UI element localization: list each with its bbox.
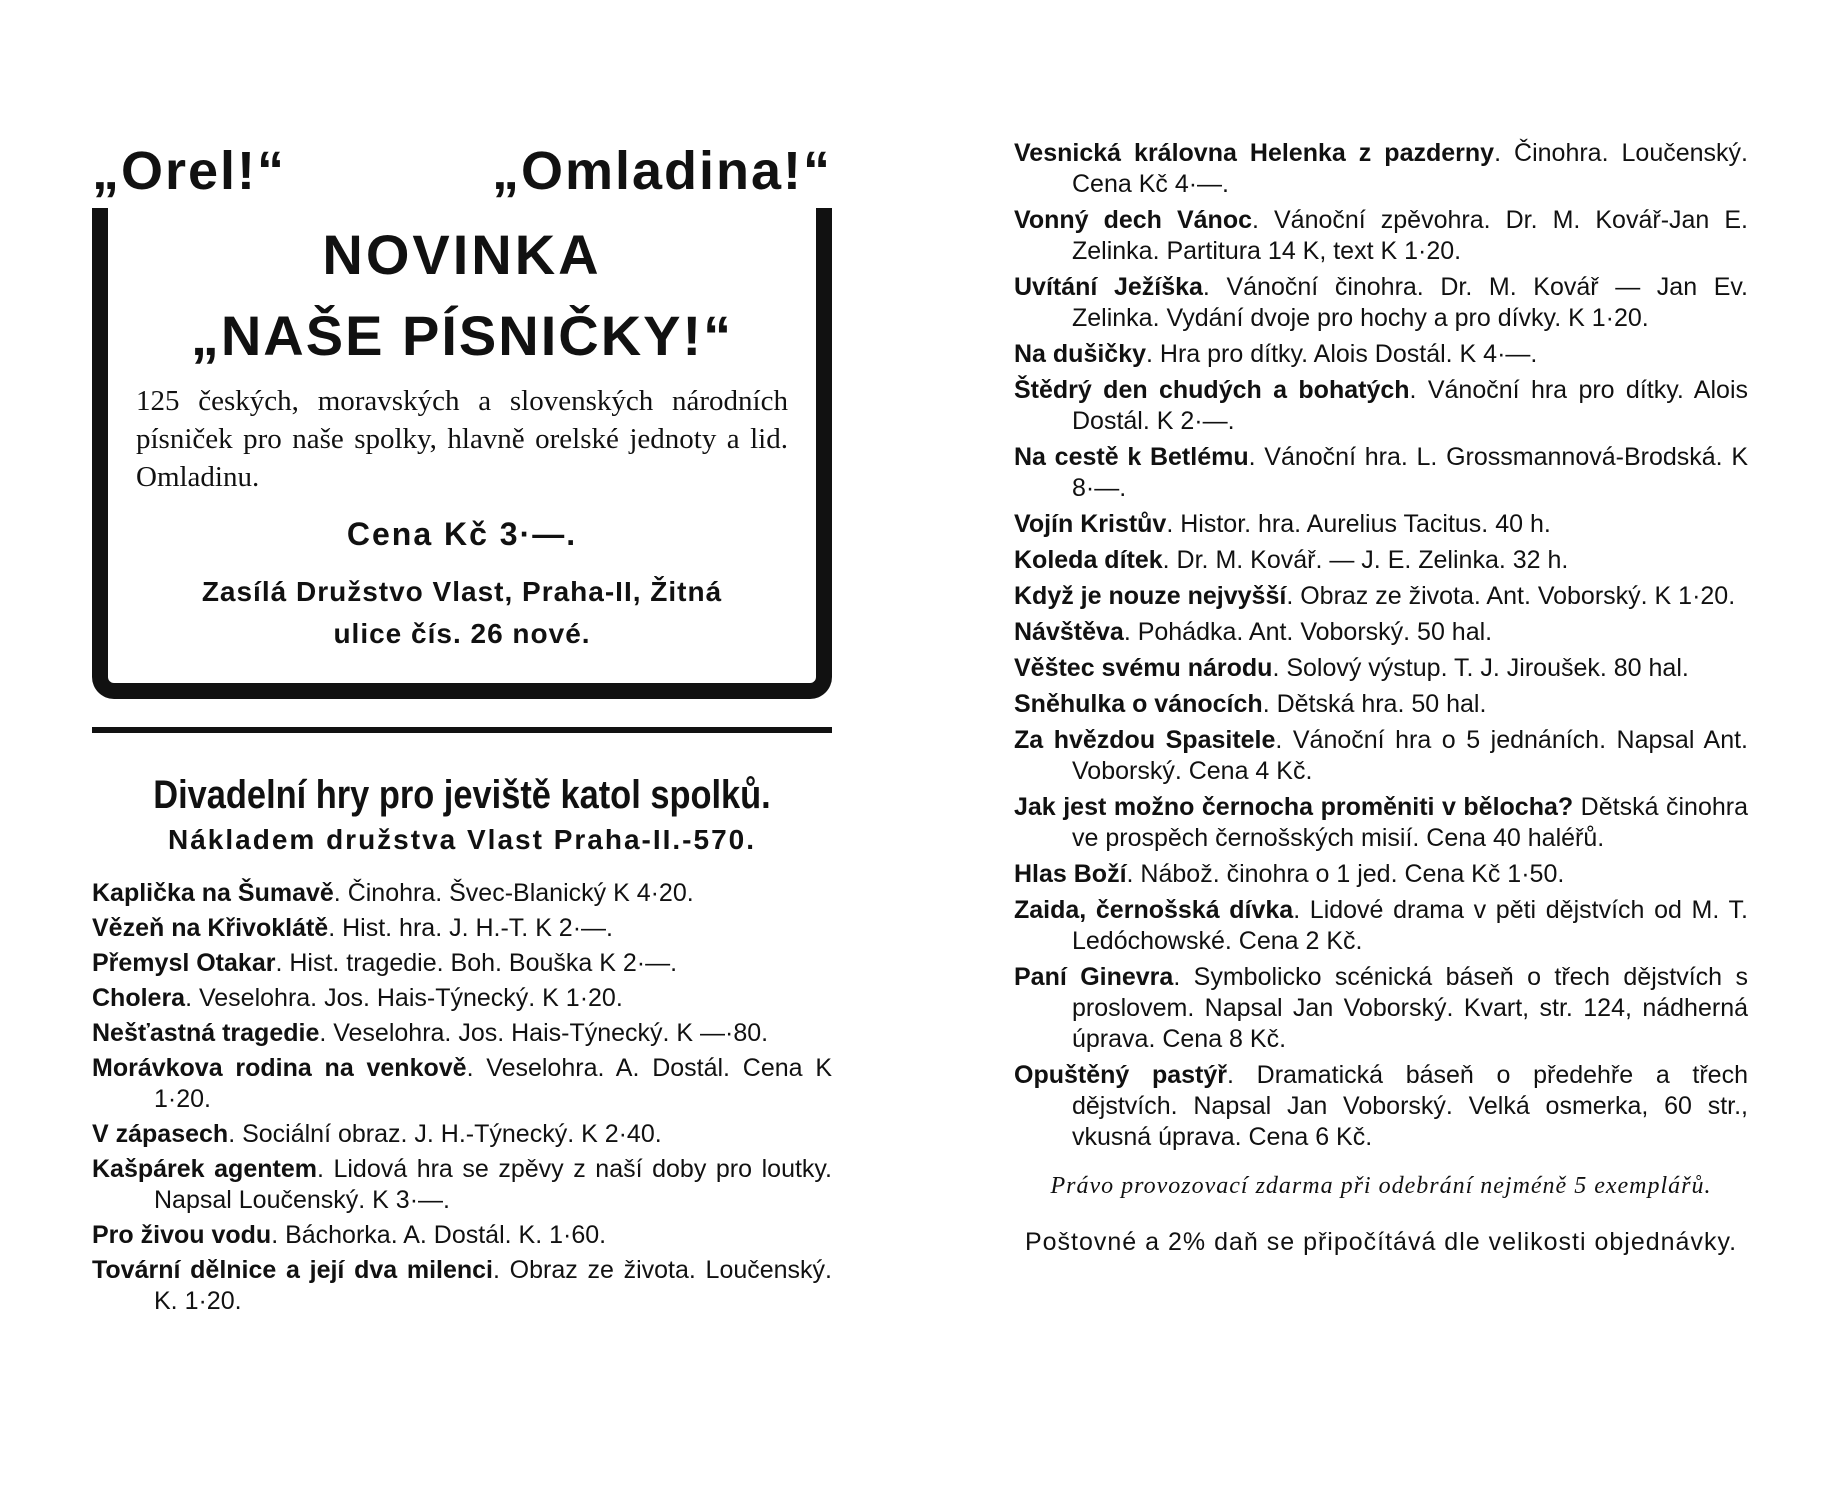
play-detail: . Vánoční hra. L. Grossmannová-Brodská. K 8·—. xyxy=(1072,443,1749,502)
play-detail: . Vánoční zpěvohra. Dr. M. Kovář-Jan E. Zelinka. Partitura 14 K, text K 1·20. xyxy=(1072,206,1748,265)
play-entry xyxy=(92,1255,832,1317)
ad-header xyxy=(92,140,832,202)
plays-title: Divadelní hry pro jeviště katol spolků. xyxy=(153,773,771,817)
play-detail: . Dramatická báseň o předehře a třech dějstvích. Napsal Jan Voborský. Velká osmerka, 60 str., vkusná úprava. Cena 6 Kč. xyxy=(1072,1061,1748,1151)
play-title: Kašpárek agentem xyxy=(92,1155,317,1183)
ad-address xyxy=(136,571,788,655)
play-title: Vesnická královna Helenka z pazderny xyxy=(1014,139,1495,167)
play-title: Na dušičky xyxy=(1014,340,1147,368)
postage-note: Poštovné a 2% daň se připočítává dle velikosti objednávky. xyxy=(1024,1228,1738,1256)
play-entry xyxy=(1014,962,1748,1055)
play-entry xyxy=(1014,375,1748,437)
ad-title: „NAŠE PÍSNIČKY!“ xyxy=(190,304,734,367)
play-entry xyxy=(1014,581,1748,612)
play-entry xyxy=(1014,1060,1748,1153)
right-column xyxy=(1014,138,1748,1261)
play-entry xyxy=(92,913,832,944)
play-detail: . Symbolicko scénická báseň o třech dějstvích s proslovem. Napsal Jan Voborský. Kvart, str. 124, nádherná úprava. Cena 8 Kč. xyxy=(1072,963,1748,1053)
play-entry xyxy=(1014,509,1748,540)
play-detail: . Lidová hra se zpěvy z naší doby pro loutky. Napsal Loučenský. K 3·—. xyxy=(154,1155,833,1214)
ad-price: Cena Kč 3·—. xyxy=(346,516,578,552)
play-detail: . Vánoční hra pro dítky. Alois Dostál. K 2·—. xyxy=(1072,376,1748,435)
play-title: Sněhulka o vánocích xyxy=(1014,690,1263,718)
play-entry xyxy=(92,1154,832,1216)
play-entry xyxy=(92,1053,832,1115)
plays-subtitle: Nákladem družstva Vlast Praha-II.-570. xyxy=(168,824,756,855)
ad-novinka: NOVINKA xyxy=(322,223,602,286)
play-title: Na cestě k Betlému xyxy=(1014,443,1249,471)
play-detail: . Báchorka. A. Dostál. K. 1·60. xyxy=(271,1221,607,1249)
play-title: Vonný dech Vánoc xyxy=(1014,206,1252,234)
play-title: Kaplička na Šumavě xyxy=(92,879,334,907)
play-entry xyxy=(1014,272,1748,334)
ad-description: 125 českých, moravských a slovenských národních písniček pro naše spolky, hlavně orelské jednoty a lid. Omladinu. xyxy=(136,385,788,493)
ad-header-left: „Orel!“ xyxy=(92,141,287,201)
play-detail: . Činohra. Švec-Blanický K 4·20. xyxy=(333,879,694,907)
play-entry xyxy=(92,983,832,1014)
play-detail: . Sociální obraz. J. H.-Týnecký. K 2·40. xyxy=(228,1120,662,1148)
ad-header-right: „Omladina!“ xyxy=(491,141,832,201)
play-detail: . Obraz ze života. Ant. Voborský. K 1·20. xyxy=(1286,582,1736,610)
play-detail: . Nábož. činohra o 1 jed. Cena Kč 1·50. xyxy=(1126,860,1565,888)
play-entry xyxy=(92,948,832,979)
advertisement-box xyxy=(92,208,832,699)
play-detail: . Vánoční činohra. Dr. M. Kovář — Jan Ev. Zelinka. Vydání dvoje pro hochy a pro dívky. K 1·20. xyxy=(1072,273,1748,332)
play-title: Štědrý den chudých a bohatých xyxy=(1014,376,1410,404)
play-detail: . Dětská hra. 50 hal. xyxy=(1262,690,1487,718)
play-entry xyxy=(1014,859,1748,890)
play-detail: . Solový výstup. T. J. Jiroušek. 80 hal. xyxy=(1272,654,1689,682)
play-title: Zaida, černošská dívka xyxy=(1014,896,1294,924)
play-detail: Dětská činohra ve prospěch černošských misií. Cena 40 haléřů. xyxy=(1072,793,1748,852)
play-title: Přemysl Otakar xyxy=(92,949,276,977)
play-title: Hlas Boží xyxy=(1014,860,1127,888)
play-title: Když je nouze nejvyšší xyxy=(1014,582,1287,610)
play-entry xyxy=(1014,138,1748,200)
play-entry xyxy=(92,1018,832,1049)
play-title: Jak jest možno černocha proměniti v bělocha? xyxy=(1014,793,1574,821)
play-title: Cholera xyxy=(92,984,186,1012)
play-title: Morávkova rodina na venkově xyxy=(92,1054,467,1082)
play-detail: . Hist. tragedie. Boh. Bouška K 2·—. xyxy=(275,949,678,977)
play-entry xyxy=(1014,689,1748,720)
plays-list-right xyxy=(1014,138,1748,1153)
play-entry xyxy=(1014,205,1748,267)
play-detail: . Obraz ze života. Loučenský. K. 1·20. xyxy=(154,1256,833,1315)
play-entry xyxy=(1014,545,1748,576)
play-entry xyxy=(1014,617,1748,648)
play-detail: . Veselohra. A. Dostál. Cena K 1·20. xyxy=(154,1054,832,1113)
play-title: V zápasech xyxy=(92,1120,229,1148)
play-entry xyxy=(92,1220,832,1251)
play-title: Věštec svému národu xyxy=(1014,654,1273,682)
play-title: Koleda dítek xyxy=(1014,546,1163,574)
play-detail: . Pohádka. Ant. Voborský. 50 hal. xyxy=(1123,618,1493,646)
play-detail: . Hra pro dítky. Alois Dostál. K 4·—. xyxy=(1146,340,1538,368)
play-title: Opuštěný pastýř xyxy=(1014,1061,1228,1089)
play-title: Návštěva xyxy=(1014,618,1124,646)
section-divider xyxy=(92,727,832,733)
performance-rights-note: Právo provozovací zdarma při odebrání nejméně 5 exemplářů. xyxy=(1050,1173,1712,1199)
play-detail: . Hist. hra. J. H.-T. K 2·—. xyxy=(328,914,613,942)
play-detail: . Lidové drama v pěti dějstvích od M. T. Ledóchowské. Cena 2 Kč. xyxy=(1072,896,1748,955)
play-detail: . Vánoční hra o 5 jednáních. Napsal Ant. Voborský. Cena 4 Kč. xyxy=(1072,726,1748,785)
ad-address-line1: Zasílá Družstvo Vlast, Praha-II, Žitná xyxy=(201,576,723,607)
play-entry xyxy=(1014,895,1748,957)
play-title: Pro živou vodu xyxy=(92,1221,272,1249)
play-detail: . Histor. hra. Aurelius Tacitus. 40 h. xyxy=(1166,510,1551,538)
play-title: Uvítání Ježíška xyxy=(1014,273,1203,301)
play-entry xyxy=(92,1119,832,1150)
play-entry xyxy=(1014,792,1748,854)
play-entry xyxy=(1014,442,1748,504)
play-title: Paní Ginevra xyxy=(1014,963,1174,991)
plays-list-left xyxy=(92,878,832,1317)
play-detail: . Činohra. Loučenský. Cena Kč 4·—. xyxy=(1072,139,1748,198)
play-entry xyxy=(92,878,832,909)
play-detail: . Veselohra. Jos. Hais-Týnecký. K 1·20. xyxy=(185,984,623,1012)
play-title: Vězeň na Křivoklátě xyxy=(92,914,329,942)
play-entry xyxy=(1014,339,1748,370)
play-detail: . Dr. M. Kovář. — J. E. Zelinka. 32 h. xyxy=(1162,546,1569,574)
play-detail: . Veselohra. Jos. Hais-Týnecký. K —·80. xyxy=(319,1019,769,1047)
play-entry xyxy=(1014,725,1748,787)
play-title: Tovární dělnice a její dva milenci xyxy=(92,1256,494,1284)
play-entry xyxy=(1014,653,1748,684)
play-title: Nešťastná tragedie xyxy=(92,1019,320,1047)
play-title: Vojín Kristův xyxy=(1014,510,1167,538)
ad-address-line2: ulice čís. 26 nové. xyxy=(333,618,591,649)
play-title: Za hvězdou Spasitele xyxy=(1014,726,1276,754)
left-column xyxy=(92,140,832,1321)
